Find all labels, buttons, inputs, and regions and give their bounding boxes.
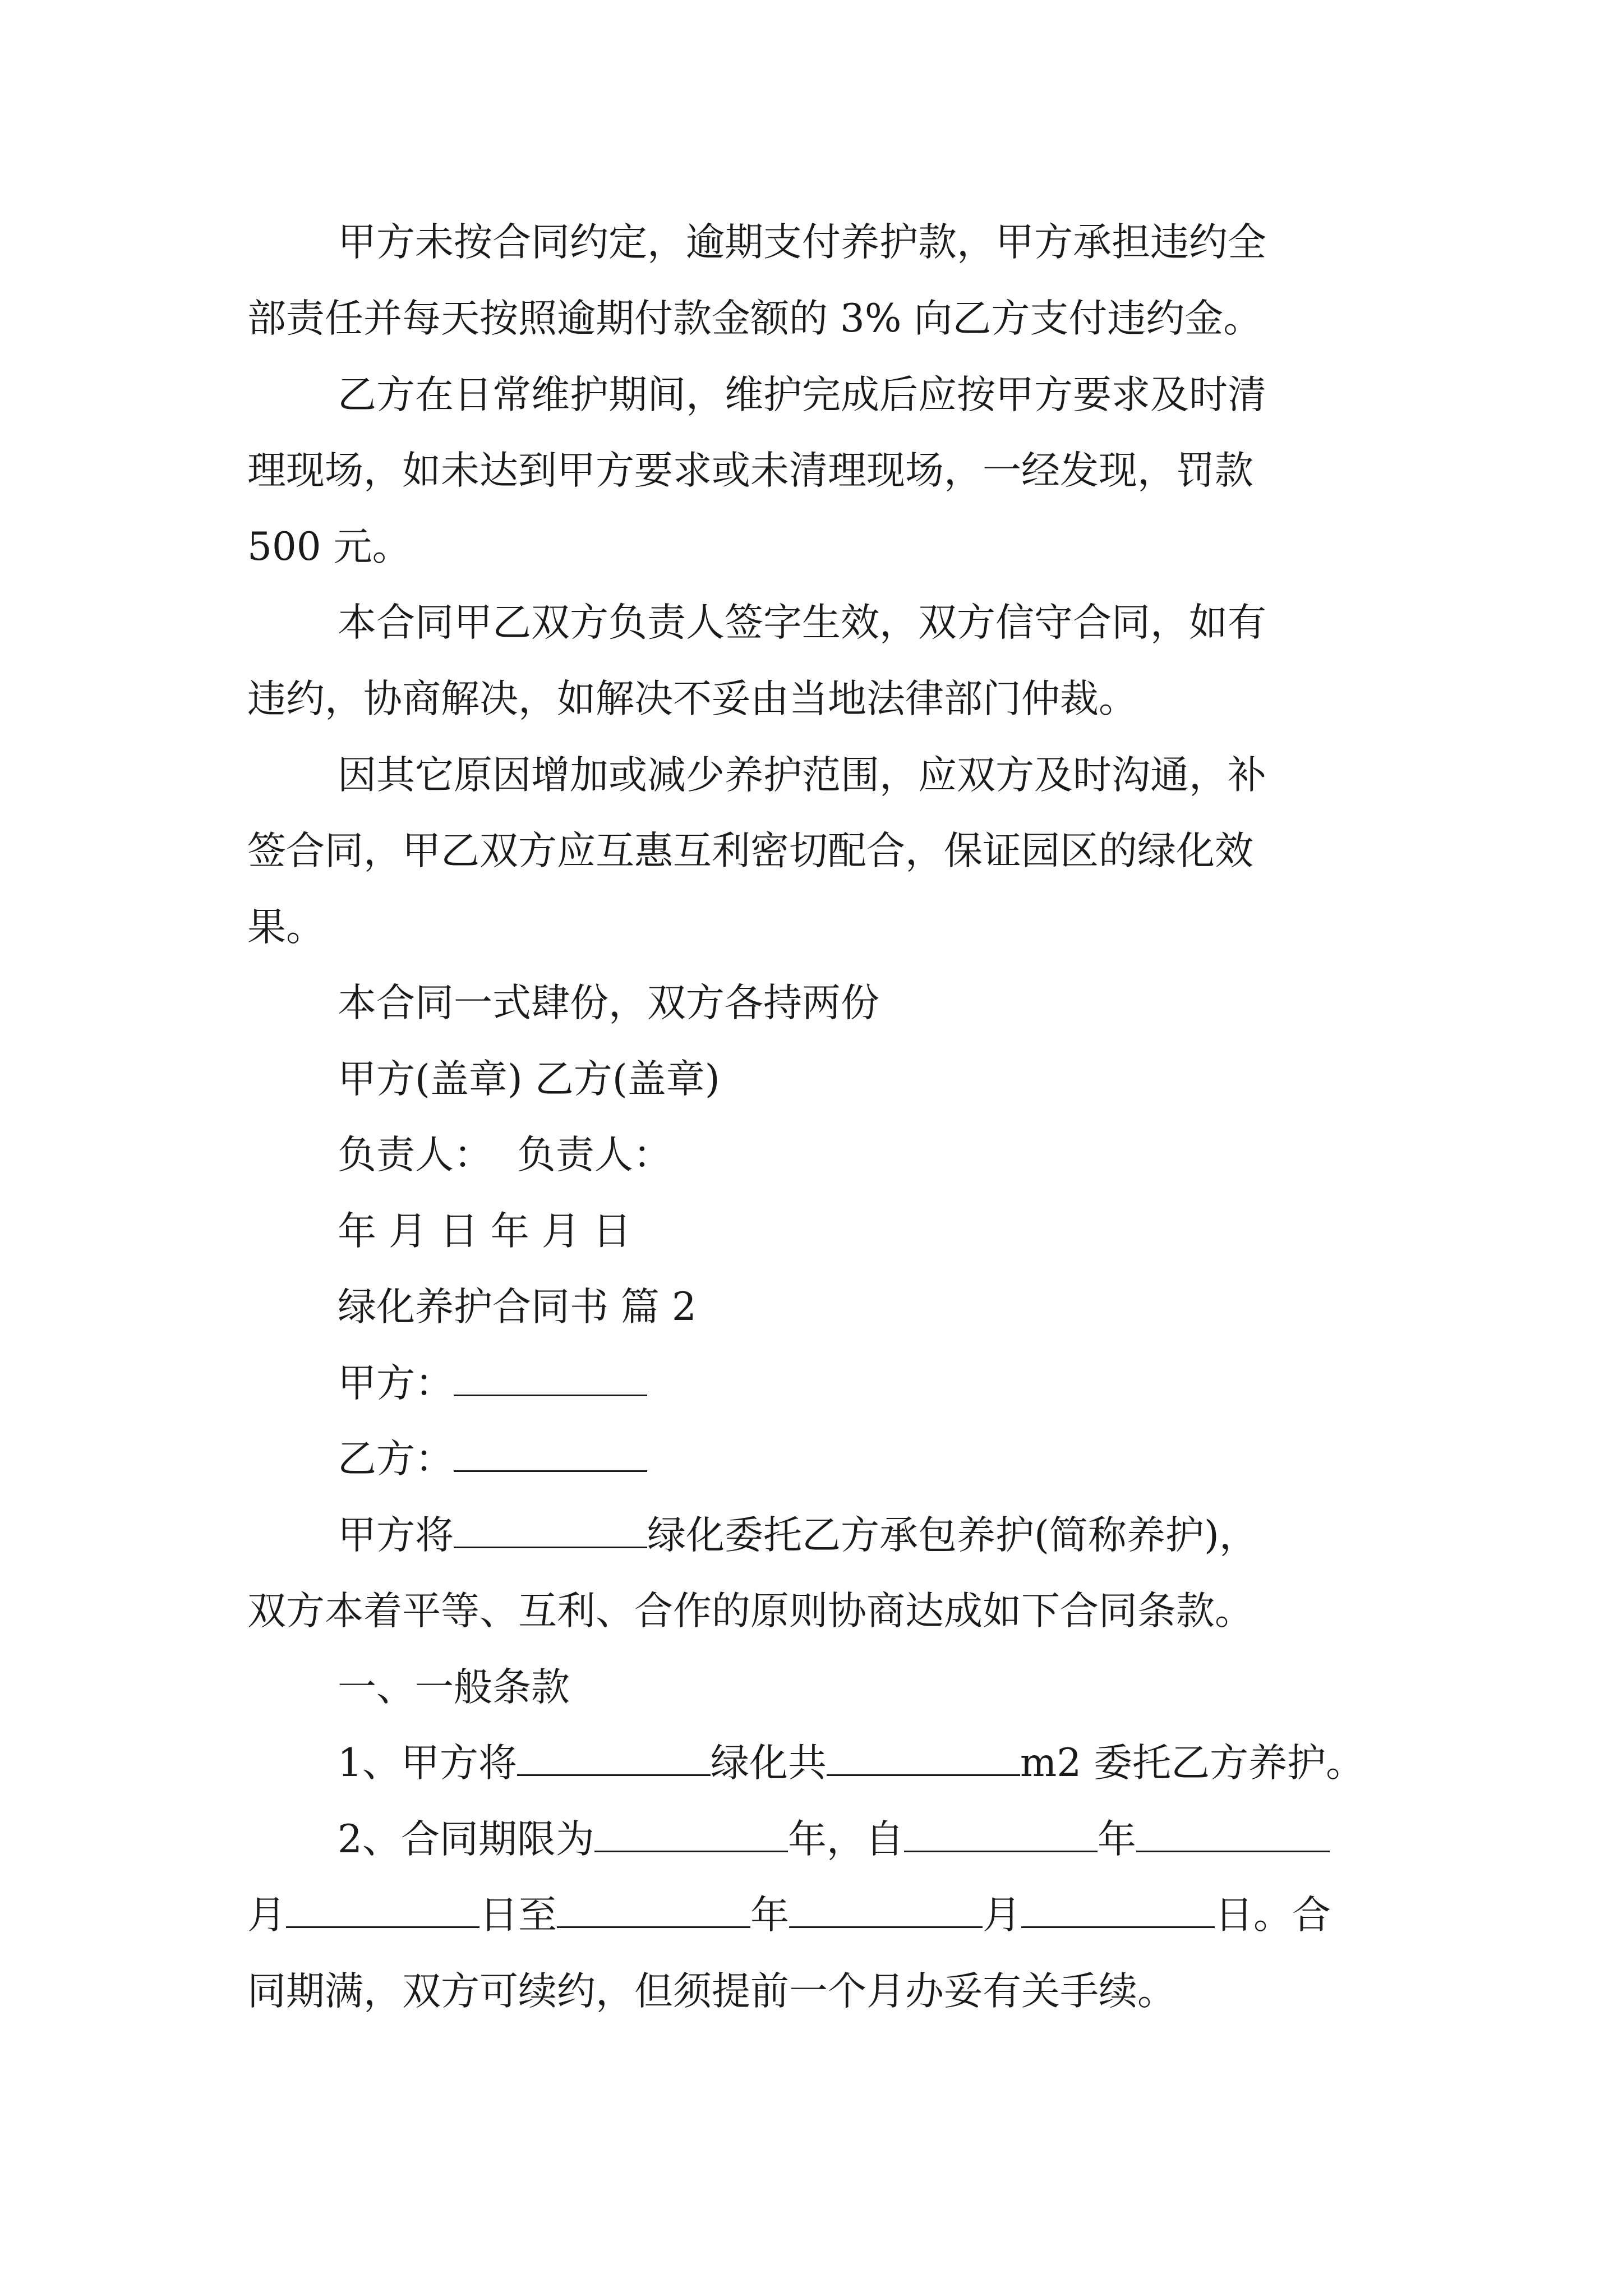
- party-b-blank[interactable]: [454, 1440, 647, 1472]
- date-line: 年 月 日 年 月 日: [338, 1209, 631, 1254]
- clause-2: [338, 1817, 1330, 1865]
- intro-text-b: 绿化委托乙方承包养护(简称养护)，: [647, 1513, 1258, 1558]
- party-b-label: 乙方：: [338, 1437, 454, 1481]
- clause-text: 日。合: [1215, 1893, 1331, 1938]
- clause-text: 绿化共: [710, 1741, 827, 1786]
- intro-line: 双方本着平等、互利、合作的原则协商达成如下合同条款。: [247, 1589, 1253, 1634]
- paragraph-line: 部责任并每天按照逾期付款金额的 3% 向乙方支付违约金。: [247, 296, 1262, 341]
- paragraph-line: 违约，协商解决，如解决不妥由当地法律部门仲裁。: [247, 677, 1137, 721]
- paragraph-line: 果。: [247, 905, 325, 950]
- clause-2-line-3: 同期满，双方可续约，但须提前一个月办妥有关手续。: [247, 1969, 1176, 2014]
- intro-line: [338, 1513, 1258, 1561]
- section-title: 绿化养护合同书 篇 2: [338, 1285, 697, 1329]
- area-amount-blank[interactable]: [827, 1744, 1020, 1776]
- clause-text: m2 委托乙方养护。: [1020, 1741, 1365, 1786]
- paragraph-line: 甲方未按合同约定，逾期支付养护款，甲方承担违约全: [338, 220, 1266, 265]
- green-area-blank[interactable]: [454, 1516, 647, 1548]
- paragraph-line: 因其它原因增加或减少养护范围，应双方及时沟通，补: [338, 753, 1266, 798]
- signer-line: 负责人： 负责人：: [338, 1133, 672, 1177]
- term-years-blank[interactable]: [594, 1820, 788, 1852]
- paragraph-line: 本合同甲乙双方负责人签字生效，双方信守合同，如有: [338, 600, 1266, 645]
- end-year-blank[interactable]: [557, 1896, 750, 1928]
- clause-text: 年: [750, 1893, 789, 1938]
- party-a-line: [338, 1361, 647, 1409]
- general-terms-heading: 一、一般条款: [338, 1665, 570, 1710]
- clause-2-line-2: [247, 1893, 1331, 1941]
- party-b-line: [338, 1437, 647, 1485]
- paragraph-line: 乙方在日常维护期间，维护完成后应按甲方要求及时清: [338, 372, 1266, 417]
- clause-1: [338, 1741, 1365, 1789]
- paragraph-line: 签合同，甲乙双方应互惠互利密切配合，保证园区的绿化效: [247, 829, 1253, 873]
- start-day-blank[interactable]: [286, 1896, 479, 1928]
- party-a-blank[interactable]: [454, 1364, 647, 1396]
- paragraph-line: 理现场，如未达到甲方要求或未清理现场，一经发现，罚款: [247, 448, 1253, 493]
- clause-text: 年，自: [787, 1817, 904, 1862]
- intro-text-a: 甲方将: [338, 1513, 454, 1558]
- party-a-label: 甲方：: [338, 1361, 454, 1406]
- clause-text: 1、甲方将: [338, 1741, 517, 1786]
- seal-line: 甲方(盖章) 乙方(盖章): [338, 1057, 720, 1102]
- clause-text: 月: [247, 1893, 286, 1938]
- start-year-blank[interactable]: [904, 1820, 1098, 1852]
- paragraph-line: 500 元。: [247, 524, 411, 569]
- copies-note: 本合同一式肆份，双方各持两份: [338, 981, 879, 1025]
- clause-text: 月: [983, 1893, 1021, 1938]
- clause-text: 2、合同期限为: [338, 1817, 594, 1862]
- green-location-blank[interactable]: [517, 1744, 711, 1776]
- end-month-blank[interactable]: [789, 1896, 983, 1928]
- clause-text: 日至: [479, 1893, 557, 1938]
- clause-text: 年: [1097, 1817, 1136, 1862]
- start-month-blank[interactable]: [1136, 1820, 1330, 1852]
- end-day-blank[interactable]: [1021, 1896, 1215, 1928]
